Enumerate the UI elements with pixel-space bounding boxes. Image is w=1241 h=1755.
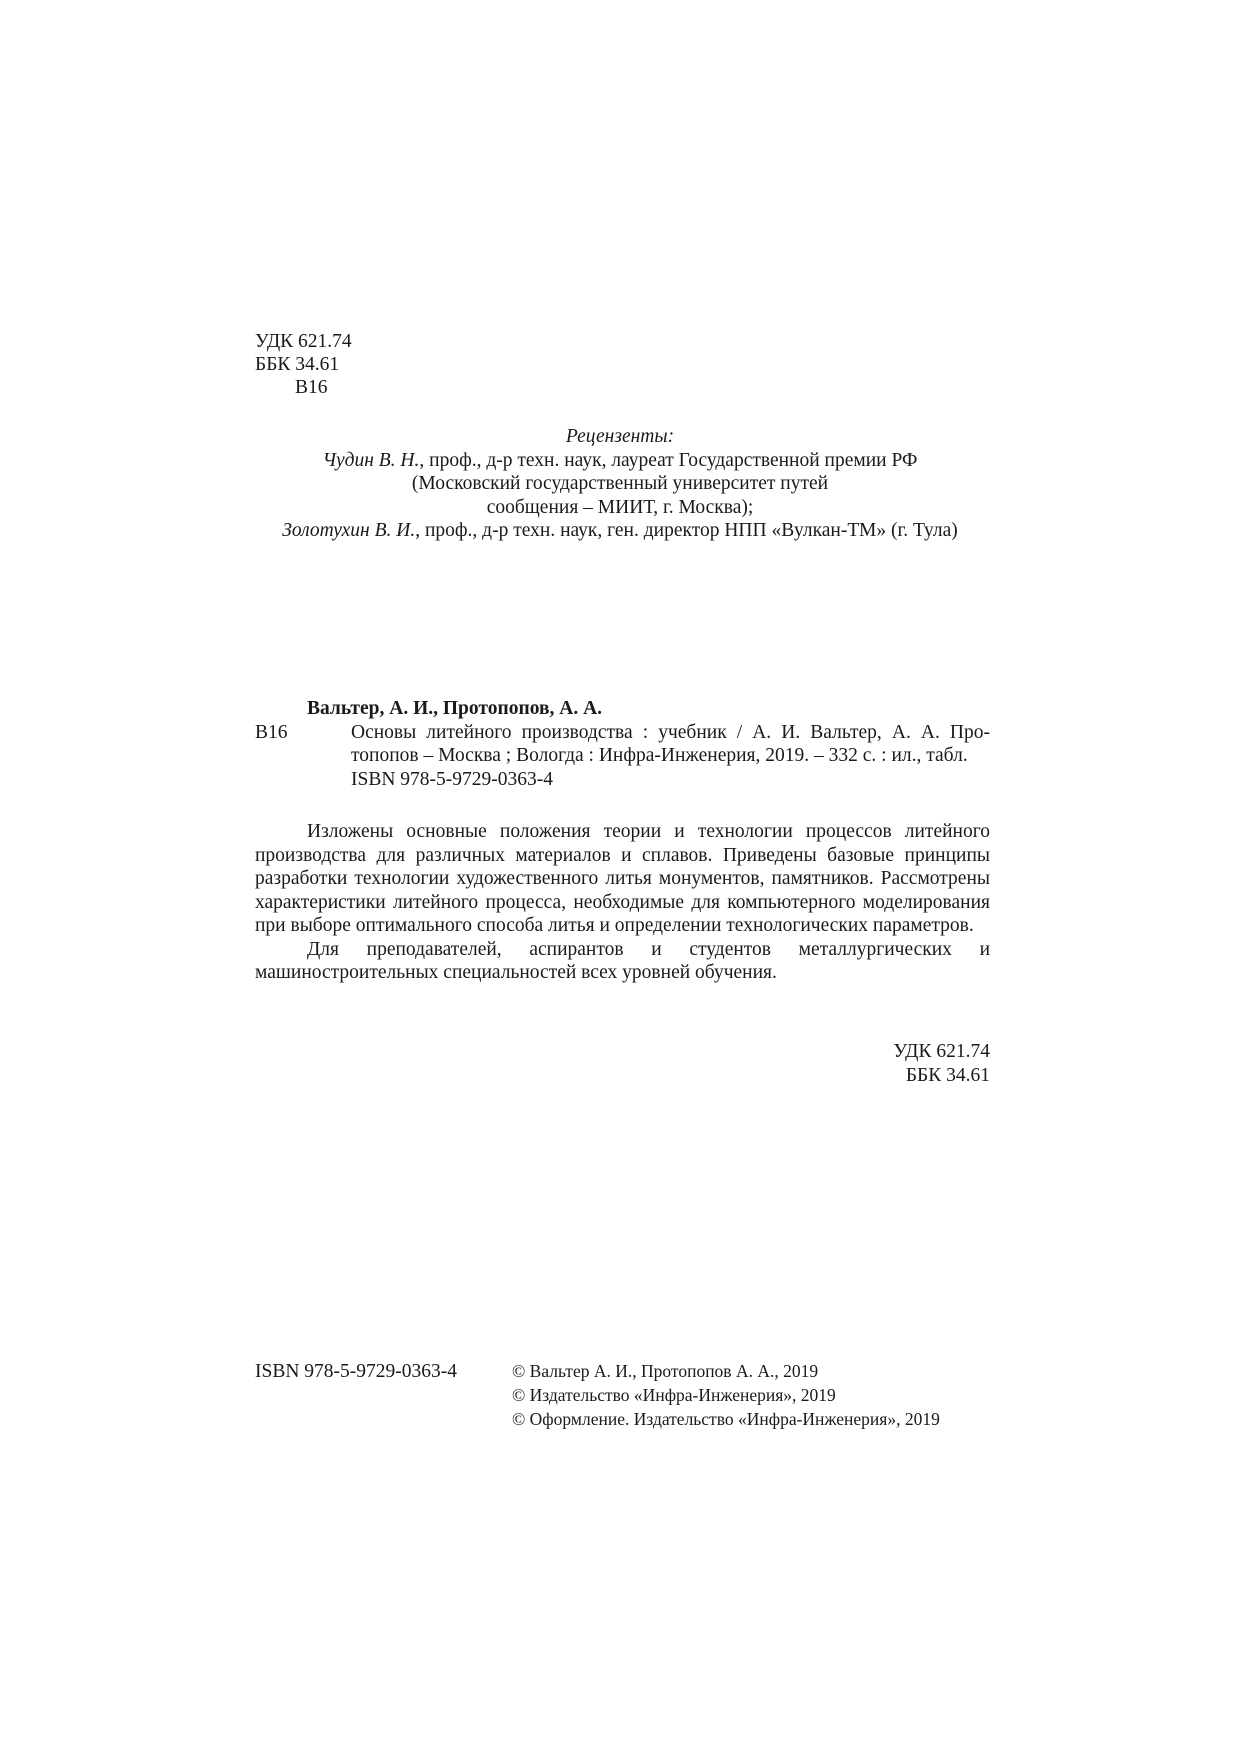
bbk-code: ББК 34.61 <box>255 354 340 375</box>
reviewer-1-affiliation-1: (Московский государственный университет путей <box>411 473 829 494</box>
copyright-authors: © Вальтер А. И., Протопопов А. А., 2019 <box>512 1361 819 1381</box>
annotation-paragraph-1: Изложены основные положения теории и технологии процессов литейного производства для различных материалов и сплавов. Приведены базовые принципы разработки технологии художественного литья монументов, памятников. Рассмотрены характеристики литейного процесса, необходимые для компьютерного моделирования при выборе оптимального способа литья и определении технологических параметров. <box>255 821 990 936</box>
biblio-authors: Вальтер, А. И., Протопопов, А. А. <box>307 698 603 719</box>
bibliographic-record <box>255 697 990 791</box>
biblio-row-1 <box>255 721 990 745</box>
copyright-publisher: © Издательство «Инфра-Инженерия», 2019 <box>512 1385 836 1405</box>
bbk-code-bottom: ББК 34.61 <box>905 1064 990 1086</box>
reviewer-1-affiliation-2: сообщения – МИИТ, г. Москва); <box>486 496 754 518</box>
reviewer-2-credentials: , проф., д-р техн. наук, ген. директор НПП «Вулкан-ТМ» (г. Тула) <box>415 520 958 541</box>
classification-codes-top <box>255 330 352 399</box>
reviewer-2-name: Золотухин В. И. <box>282 520 416 541</box>
author-mark: В16 <box>295 377 328 398</box>
copyright-design: © Оформление. Издательство «Инфра-Инженерия», 2019 <box>512 1409 940 1429</box>
udk-code-bottom: УДК 621.74 <box>893 1041 990 1062</box>
reviewer-1 <box>240 449 1000 473</box>
udk-code: УДК 621.74 <box>255 331 352 352</box>
biblio-author-mark: В16 <box>255 721 288 743</box>
reviewer-1-credentials: , проф., д-р техн. наук, лауреат Государственной премии РФ <box>419 449 918 471</box>
copyright-block <box>512 1360 940 1432</box>
annotation <box>255 820 990 985</box>
reviewer-2 <box>240 519 1000 543</box>
annotation-paragraph-2: Для преподавателей, аспирантов и студентов металлургических и машиностроительных специальностей всех уровней обучения. <box>255 938 990 983</box>
isbn-bottom: ISBN 978-5-9729-0363-4 <box>255 1361 458 1382</box>
biblio-title-line: Основы литейного производства : учебник / А. И. Вальтер, А. А. Про- <box>351 721 990 743</box>
reviewer-1-name: Чудин В. Н. <box>322 449 420 471</box>
reviewers-section <box>240 425 1000 543</box>
biblio-imprint-line: топопов – Москва ; Вологда : Инфра-Инженерия, 2019. – 332 с. : ил., табл. <box>351 745 968 766</box>
classification-codes-bottom <box>840 1040 990 1087</box>
biblio-isbn: ISBN 978-5-9729-0363-4 <box>351 768 554 790</box>
reviewers-title: Рецензенты: <box>565 426 675 447</box>
